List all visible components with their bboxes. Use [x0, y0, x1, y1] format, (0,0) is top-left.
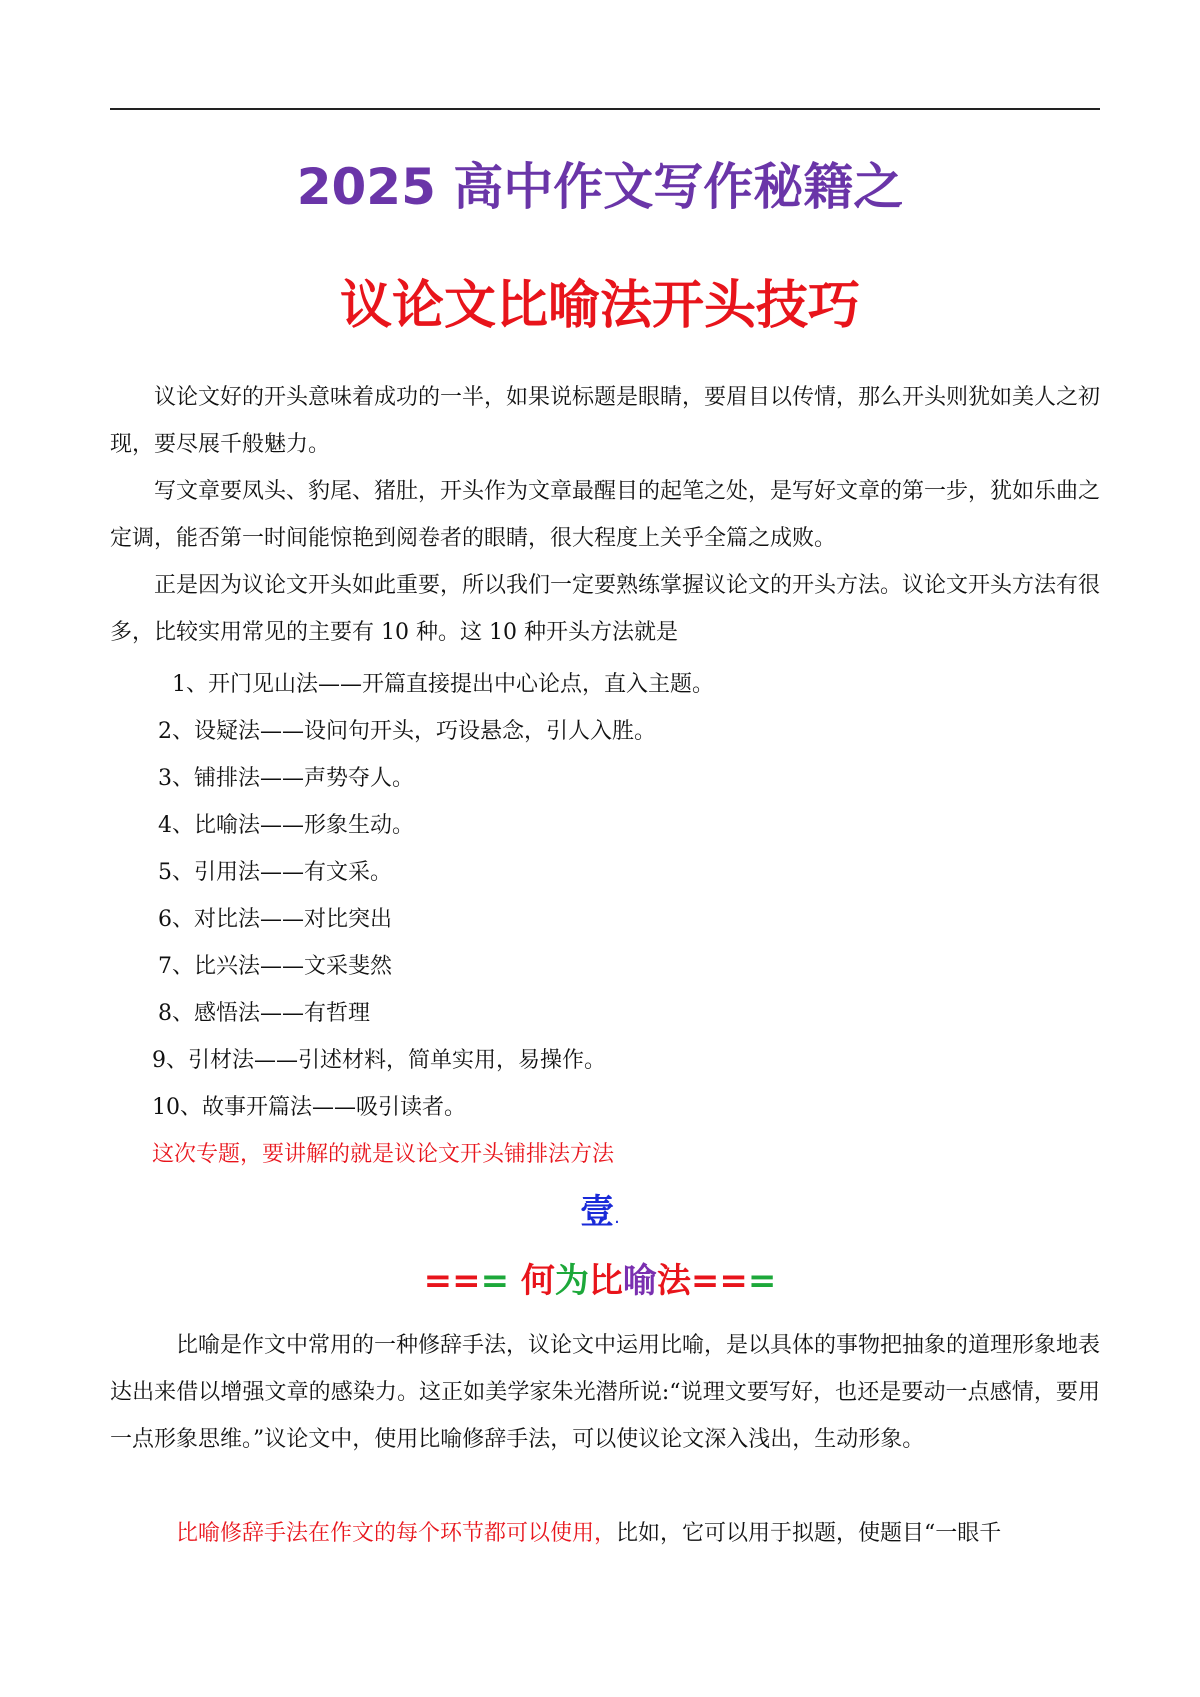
body-paragraph-2: [110, 1510, 1100, 1557]
method-item-9: 9、引材法——引述材料，简单实用，易操作。: [152, 1048, 606, 1073]
section-number-text: 壹: [580, 1192, 615, 1232]
method-item-7: 7、比兴法——文采斐然: [158, 954, 392, 979]
body-paragraph-1: 比喻是作文中常用的一种修辞手法，议论文中运用比喻，是以具体的事物把抽象的道理形象地表达出来借以增强文章的感染力。这正如美学家朱光潜所说:“说理文要写好，也还是要动一点感情，要用一点形象思维。”议论文中，使用比喻修辞手法，可以使议论文深入浅出，生动形象。: [110, 1333, 1101, 1452]
section-title-char-1: 何: [520, 1261, 555, 1301]
body-paragraph-2-rest: 比如，它可以用于拟题，使题目“一眼千: [616, 1521, 1002, 1546]
body-paragraph-2-highlight: 比喻修辞手法在作文的每个环节都可以使用，: [176, 1521, 617, 1546]
section-title-char-3: 比: [588, 1261, 623, 1301]
section-title-char-2: 为: [554, 1261, 589, 1301]
section-title-eq-left-red: ==: [423, 1261, 481, 1301]
method-item-4: 4、比喻法——形象生动。: [158, 813, 414, 838]
section-title-eq-right-green: =: [747, 1261, 777, 1301]
method-item-1: 1、开门见山法——开篇直接提出中心论点，直入主题。: [172, 672, 714, 697]
section-title-char-4: 喻: [622, 1261, 657, 1301]
section-number-dot: .: [614, 1207, 620, 1228]
section-title: [0, 1258, 1200, 1304]
intro-paragraph-1: 议论文好的开头意味着成功的一半，如果说标题是眼睛，要眉目以传情，那么开头则犹如美人之初现，要尽展千般魅力。: [110, 385, 1101, 457]
method-item-5: 5、引用法——有文采。: [158, 860, 392, 885]
section-title-eq-right-red: ==: [690, 1261, 748, 1301]
method-item-6: 6、对比法——对比突出: [158, 907, 392, 932]
method-item-2: 2、设疑法——设问句开头，巧设悬念，引人入胜。: [158, 719, 656, 744]
section-number: [0, 1190, 1200, 1240]
header-rule: [110, 108, 1100, 110]
intro-paragraph-2: 写文章要凤头、豹尾、猪肚，开头作为文章最醒目的起笔之处，是写好文章的第一步，犹如乐曲之定调，能否第一时间能惊艳到阅卷者的眼睛，很大程度上关乎全篇之成败。: [110, 479, 1101, 551]
method-item-8: 8、感悟法——有哲理: [158, 1001, 370, 1026]
section-title-eq-left-green: =: [480, 1261, 510, 1301]
intro-paragraph-3: 正是因为议论文开头如此重要，所以我们一定要熟练掌握议论文的开头方法。议论文开头方法有很多，比较实用常见的主要有 10 种。这 10 种开头方法就是: [110, 573, 1101, 645]
topic-note: 这次专题，要讲解的就是议论文开头铺排法方法: [152, 1142, 615, 1167]
method-item-3: 3、铺排法——声势夺人。: [158, 766, 414, 791]
title-line-1: 2025 高中作文写作秘籍之: [296, 158, 904, 216]
method-item-10: 10、故事开篇法——吸引读者。: [152, 1095, 466, 1120]
section-title-char-5: 法: [656, 1261, 691, 1301]
title-line-2: 议论文比喻法开头技巧: [339, 276, 860, 336]
